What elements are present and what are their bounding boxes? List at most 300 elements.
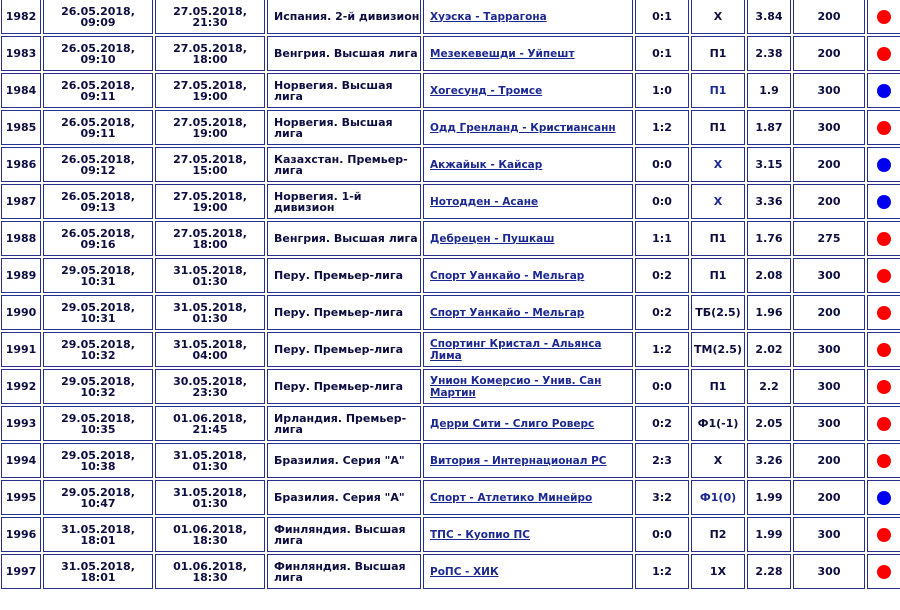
bet-number [1, 0, 41, 34]
bet-number-text: 1983 [5, 47, 37, 60]
match-start-datetime [155, 480, 265, 515]
stake-text: 200 [817, 10, 841, 23]
league-text: Бразилия. Серия "А" [274, 454, 405, 467]
bet-type [691, 221, 745, 256]
result-dot-icon [877, 84, 891, 98]
match-link[interactable]: Спорт Уанкайо - Мельгар [430, 306, 585, 319]
league [267, 110, 421, 145]
odds-text: 3.36 [755, 195, 783, 208]
bet-number [1, 406, 41, 441]
result [867, 480, 900, 515]
match-link[interactable]: Хогесунд - Тромсе [430, 84, 543, 97]
start-time: 18:30 [192, 533, 228, 547]
score-text: 0:2 [652, 269, 672, 282]
bet-time: 09:11 [80, 89, 116, 103]
match-start-datetime [155, 554, 265, 589]
bet-time: 10:32 [80, 348, 116, 362]
bet-type-text: П1 [709, 269, 727, 282]
score [635, 258, 689, 293]
bet-date: 26.05.2018, [61, 41, 135, 55]
match-start-datetime [155, 36, 265, 71]
bet-time: 09:10 [80, 52, 116, 66]
stake [793, 517, 865, 552]
league [267, 258, 421, 293]
bet-number [1, 221, 41, 256]
odds [747, 0, 791, 34]
start-date: 27.05.2018, [173, 78, 247, 92]
match-start-datetime [155, 73, 265, 108]
table-row [1, 332, 900, 367]
result [867, 258, 900, 293]
bet-type-text: ТБ(2.5) [695, 306, 741, 319]
score [635, 480, 689, 515]
bet-type [691, 332, 745, 367]
bet-datetime [43, 332, 153, 367]
odds-text: 1.96 [755, 306, 783, 319]
odds-text: 1.99 [755, 491, 783, 504]
bet-datetime [43, 517, 153, 552]
bet-number [1, 36, 41, 71]
table-row [1, 480, 900, 515]
bet-number [1, 147, 41, 182]
match [423, 554, 633, 589]
bet-datetime [43, 0, 153, 34]
match [423, 0, 633, 34]
odds [747, 110, 791, 145]
league [267, 480, 421, 515]
match [423, 147, 633, 182]
start-time: 19:00 [192, 200, 228, 214]
league [267, 147, 421, 182]
bet-date: 26.05.2018, [61, 115, 135, 129]
result [867, 147, 900, 182]
odds [747, 295, 791, 330]
result [867, 0, 900, 34]
bet-number [1, 258, 41, 293]
bet-type-text: ТМ(2.5) [694, 343, 742, 356]
bet-datetime [43, 443, 153, 478]
league [267, 443, 421, 478]
result-dot-icon [877, 121, 891, 135]
match [423, 36, 633, 71]
bet-datetime [43, 147, 153, 182]
bet-time: 09:12 [80, 163, 116, 177]
stake [793, 332, 865, 367]
score-text: 2:3 [652, 454, 672, 467]
league-text: Бразилия. Серия "А" [274, 491, 405, 504]
start-date: 31.05.2018, [173, 300, 247, 314]
odds [747, 184, 791, 219]
bet-type-text: П1 [709, 84, 727, 97]
result-dot-icon [877, 565, 891, 579]
stake [793, 258, 865, 293]
league-text: Перу. Премьер-лига [274, 343, 404, 356]
score-text: 0:0 [652, 195, 672, 208]
score-text: 0:1 [652, 47, 672, 60]
result [867, 406, 900, 441]
start-date: 27.05.2018, [173, 115, 247, 129]
bet-time: 10:35 [80, 422, 116, 436]
start-time: 01:30 [192, 496, 228, 510]
league-text: Финляндия. Высшая лига [274, 559, 406, 584]
bet-date: 29.05.2018, [61, 337, 135, 351]
table-row [1, 258, 900, 293]
odds-text: 2.05 [755, 417, 783, 430]
bet-datetime [43, 184, 153, 219]
stake-text: 300 [817, 528, 841, 541]
bet-type-text: П1 [709, 121, 727, 134]
table-row [1, 184, 900, 219]
score-text: 3:2 [652, 491, 672, 504]
score [635, 221, 689, 256]
bet-type [691, 554, 745, 589]
match-start-datetime [155, 369, 265, 404]
result [867, 517, 900, 552]
start-date: 31.05.2018, [173, 448, 247, 462]
result [867, 73, 900, 108]
odds-text: 1.9 [759, 84, 779, 97]
score-text: 1:0 [652, 84, 672, 97]
start-date: 01.06.2018, [173, 559, 247, 573]
bet-time: 10:31 [80, 274, 116, 288]
bet-number-text: 1996 [5, 528, 37, 541]
start-date: 01.06.2018, [173, 411, 247, 425]
result-dot-icon [877, 343, 891, 357]
odds [747, 36, 791, 71]
bet-date: 26.05.2018, [61, 152, 135, 166]
match-start-datetime [155, 221, 265, 256]
stake-text: 200 [817, 47, 841, 60]
odds [747, 258, 791, 293]
score [635, 406, 689, 441]
league [267, 369, 421, 404]
result-dot-icon [877, 491, 891, 505]
bet-type [691, 406, 745, 441]
match-start-datetime [155, 110, 265, 145]
start-time: 23:30 [192, 385, 228, 399]
result-dot-icon [877, 158, 891, 172]
start-date: 01.06.2018, [173, 522, 247, 536]
bet-number-text: 1995 [5, 491, 37, 504]
bet-number-text: 1997 [5, 565, 37, 578]
bet-number [1, 332, 41, 367]
bet-time: 09:13 [80, 200, 116, 214]
bet-type-text: П1 [709, 380, 727, 393]
result-dot-icon [877, 454, 891, 468]
match-link[interactable]: Дерри Сити - Слиго Роверс [430, 417, 595, 430]
league [267, 554, 421, 589]
score-text: 0:0 [652, 380, 672, 393]
match [423, 295, 633, 330]
match-link[interactable]: Нотодден - Асане [430, 195, 539, 208]
odds [747, 73, 791, 108]
bet-number [1, 443, 41, 478]
league [267, 295, 421, 330]
match [423, 443, 633, 478]
stake-text: 300 [817, 417, 841, 430]
bet-time: 10:32 [80, 385, 116, 399]
league-text: Норвегия. Высшая лига [274, 115, 393, 140]
stake [793, 554, 865, 589]
match-link[interactable]: Витория - Интернационал РС [430, 454, 607, 467]
league [267, 73, 421, 108]
bet-time: 09:11 [80, 126, 116, 140]
league-text: Ирландия. Премьер-лига [274, 411, 407, 436]
bet-number-text: 1988 [5, 232, 37, 245]
match-start-datetime [155, 517, 265, 552]
match [423, 221, 633, 256]
bet-number-text: 1982 [5, 10, 37, 23]
match-start-datetime [155, 332, 265, 367]
stake-text: 300 [817, 269, 841, 282]
stake-text: 200 [817, 454, 841, 467]
score-text: 0:1 [652, 10, 672, 23]
match-link[interactable]: Акжайык - Кайсар [430, 158, 543, 171]
stake-text: 300 [817, 121, 841, 134]
result-dot-icon [877, 10, 891, 24]
bet-type-text: Ф1(0) [699, 491, 737, 504]
start-time: 18:30 [192, 570, 228, 584]
bet-date: 31.05.2018, [61, 522, 135, 536]
bet-date: 29.05.2018, [61, 485, 135, 499]
bet-number-text: 1989 [5, 269, 37, 282]
bet-number [1, 110, 41, 145]
result [867, 554, 900, 589]
match-start-datetime [155, 147, 265, 182]
table-row [1, 147, 900, 182]
bet-type-text: Х [713, 454, 723, 467]
match-link[interactable]: Хуэска - Таррагона [430, 10, 547, 23]
score [635, 73, 689, 108]
score [635, 147, 689, 182]
bet-number-text: 1986 [5, 158, 37, 171]
match-link[interactable]: Унион Комерсио - Унив. Сан Мартин [430, 374, 602, 399]
score [635, 184, 689, 219]
result-dot-icon [877, 195, 891, 209]
stake [793, 480, 865, 515]
bet-datetime [43, 554, 153, 589]
bet-number [1, 73, 41, 108]
start-time: 01:30 [192, 274, 228, 288]
bet-type [691, 110, 745, 145]
league-text: Перу. Премьер-лига [274, 380, 404, 393]
table-row [1, 73, 900, 108]
bet-date: 29.05.2018, [61, 374, 135, 388]
match-start-datetime [155, 295, 265, 330]
bet-type [691, 184, 745, 219]
table-row [1, 295, 900, 330]
start-time: 01:30 [192, 459, 228, 473]
bet-type-text: П1 [709, 47, 727, 60]
bet-date: 31.05.2018, [61, 559, 135, 573]
bet-datetime [43, 369, 153, 404]
result [867, 332, 900, 367]
bet-type [691, 36, 745, 71]
stake-text: 200 [817, 306, 841, 319]
score [635, 295, 689, 330]
bet-number-text: 1984 [5, 84, 37, 97]
match-link[interactable]: ТПС - Куопио ПС [430, 528, 530, 541]
bet-number-text: 1993 [5, 417, 37, 430]
bet-type [691, 295, 745, 330]
league [267, 517, 421, 552]
result-dot-icon [877, 232, 891, 246]
odds-text: 2.28 [755, 565, 783, 578]
match-start-datetime [155, 443, 265, 478]
bet-time: 18:01 [80, 570, 116, 584]
match [423, 73, 633, 108]
bet-type-text: 1Х [709, 565, 727, 578]
start-time: 21:30 [192, 15, 228, 29]
score-text: 0:0 [652, 158, 672, 171]
match [423, 110, 633, 145]
start-time: 21:45 [192, 422, 228, 436]
bet-time: 09:16 [80, 237, 116, 251]
bet-date: 29.05.2018, [61, 300, 135, 314]
start-date: 27.05.2018, [173, 4, 247, 18]
bet-datetime [43, 221, 153, 256]
bet-datetime [43, 406, 153, 441]
bet-date: 26.05.2018, [61, 78, 135, 92]
bet-date: 26.05.2018, [61, 4, 135, 18]
result-dot-icon [877, 380, 891, 394]
bet-number-text: 1994 [5, 454, 37, 467]
odds-text: 2.02 [755, 343, 783, 356]
odds [747, 443, 791, 478]
result-dot-icon [877, 47, 891, 61]
match-link[interactable]: Спорт Уанкайо - Мельгар [430, 269, 585, 282]
stake [793, 73, 865, 108]
match-start-datetime [155, 184, 265, 219]
odds-text: 3.26 [755, 454, 783, 467]
score-text: 0:2 [652, 306, 672, 319]
start-date: 31.05.2018, [173, 263, 247, 277]
bet-date: 26.05.2018, [61, 226, 135, 240]
table-row [1, 406, 900, 441]
bet-type [691, 517, 745, 552]
bet-number-text: 1991 [5, 343, 37, 356]
result [867, 110, 900, 145]
odds [747, 554, 791, 589]
league-text: Перу. Премьер-лига [274, 269, 404, 282]
start-time: 01:30 [192, 311, 228, 325]
score [635, 517, 689, 552]
start-date: 31.05.2018, [173, 485, 247, 499]
match-link[interactable]: Одд Гренланд - Кристиансанн [430, 121, 616, 134]
bet-time: 10:47 [80, 496, 116, 510]
bet-time: 10:38 [80, 459, 116, 473]
start-time: 19:00 [192, 126, 228, 140]
table-row [1, 0, 900, 34]
result-dot-icon [877, 417, 891, 431]
league [267, 332, 421, 367]
odds [747, 406, 791, 441]
result-dot-icon [877, 269, 891, 283]
match-link[interactable]: РоПС - ХИК [430, 565, 499, 578]
odds-text: 1.87 [755, 121, 783, 134]
score [635, 554, 689, 589]
bet-datetime [43, 110, 153, 145]
result [867, 295, 900, 330]
odds [747, 480, 791, 515]
odds-text: 2.2 [759, 380, 779, 393]
stake [793, 221, 865, 256]
bet-datetime [43, 73, 153, 108]
stake [793, 110, 865, 145]
stake-text: 300 [817, 380, 841, 393]
odds-text: 2.38 [755, 47, 783, 60]
league [267, 221, 421, 256]
match [423, 369, 633, 404]
bet-type [691, 147, 745, 182]
match-link[interactable]: Спорт - Атлетико Минейро [430, 491, 593, 504]
bet-number [1, 480, 41, 515]
score-text: 0:0 [652, 528, 672, 541]
start-time: 19:00 [192, 89, 228, 103]
match-link[interactable]: Спортинг Кристал - Альянса Лима [430, 337, 602, 362]
table-row [1, 443, 900, 478]
score [635, 0, 689, 34]
odds [747, 332, 791, 367]
bet-number [1, 517, 41, 552]
bet-type-text: Х [713, 158, 723, 171]
odds [747, 147, 791, 182]
league-text: Перу. Премьер-лига [274, 306, 404, 319]
odds-text: 3.84 [755, 10, 783, 23]
odds-text: 2.08 [755, 269, 783, 282]
start-date: 27.05.2018, [173, 189, 247, 203]
league-text: Венгрия. Высшая лига [274, 47, 418, 60]
match [423, 406, 633, 441]
table-row [1, 36, 900, 71]
bet-type-text: Х [713, 195, 723, 208]
bet-type [691, 73, 745, 108]
start-date: 31.05.2018, [173, 337, 247, 351]
bet-number [1, 554, 41, 589]
bet-date: 26.05.2018, [61, 189, 135, 203]
score-text: 0:2 [652, 417, 672, 430]
stake-text: 200 [817, 491, 841, 504]
league [267, 406, 421, 441]
bet-time: 18:01 [80, 533, 116, 547]
bet-number-text: 1987 [5, 195, 37, 208]
bet-type [691, 443, 745, 478]
bet-type-text: П1 [709, 232, 727, 245]
stake-text: 200 [817, 195, 841, 208]
result [867, 36, 900, 71]
bet-datetime [43, 480, 153, 515]
match-link[interactable]: Мезекевешди - Уйпешт [430, 47, 575, 60]
match-link[interactable]: Дебрецен - Пушкаш [430, 232, 555, 245]
start-time: 18:00 [192, 237, 228, 251]
stake-text: 275 [817, 232, 841, 245]
bet-number [1, 295, 41, 330]
stake [793, 184, 865, 219]
stake [793, 36, 865, 71]
bets-table-body [1, 0, 900, 589]
odds [747, 369, 791, 404]
match-start-datetime [155, 406, 265, 441]
odds [747, 221, 791, 256]
stake-text: 300 [817, 565, 841, 578]
start-date: 27.05.2018, [173, 41, 247, 55]
bet-datetime [43, 295, 153, 330]
start-time: 18:00 [192, 52, 228, 66]
score-text: 1:1 [652, 232, 672, 245]
stake-text: 300 [817, 84, 841, 97]
result [867, 369, 900, 404]
table-row [1, 221, 900, 256]
